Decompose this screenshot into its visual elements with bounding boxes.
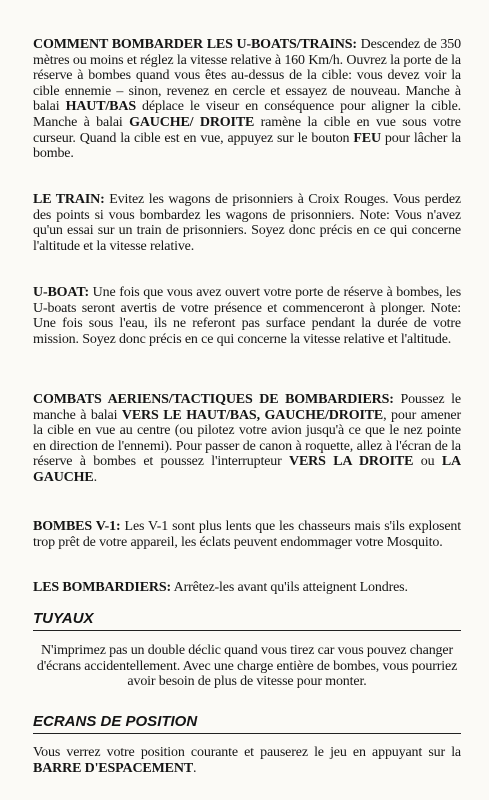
tuyaux-heading: TUYAUX (33, 610, 461, 631)
ecrans-text (33, 745, 461, 776)
body-text: Une fois que vous avez ouvert votre porte de réserve à bombes, les U-boats seront avertis de votre présence et commenceront à plonger. Note: Une fois sous l'eau, ils ne referont pas surface pendant la durée de votre mission. Soyez donc précis en ce qui concerne la vitesse relative et l'altitude. (33, 285, 461, 347)
body-text: ou (413, 454, 442, 470)
section-bombers (33, 580, 461, 596)
section-heading: COMBATS AERIENS/TACTIQUES DE BOMBARDIERS: (33, 392, 394, 407)
section-heading: LES BOMBARDIERS: (33, 580, 172, 595)
body-text: . (93, 469, 97, 485)
bold-term: LA GAUCHE (33, 454, 461, 485)
body-text: déplace le viseur en conséquence pour aligner la cible. Manche à balai (33, 99, 461, 130)
bold-term: FEU (353, 130, 381, 146)
body-text: pour lâcher la bombe. (33, 130, 461, 162)
section-heading: LE TRAIN: (33, 192, 105, 207)
body-text: Vous verrez votre position courante et pauserez le jeu en appuyant sur la (33, 745, 461, 760)
section-train (33, 192, 461, 254)
body-text: ramène la cible en vue sous votre curseur. Quand la cible est en vue, appuyez sur le bouton (33, 114, 461, 146)
body-text: . (193, 760, 197, 776)
body-text: Evitez les wagons de prisonniers à Croix Rouges. Vous perdez des points si vous bombardez les wagons de prisonniers. Note: Vous n'avez qu'un essai sur un train de prisonniers. Soyez donc précis en ce qui concerne l'altitude et la vitesse relative. (33, 192, 461, 254)
section-air-combat (33, 392, 461, 486)
bold-term: HAUT/BAS (65, 99, 136, 115)
bold-term: GAUCHE/ DROITE (129, 114, 255, 130)
body-text: , pour amener la cible en vue au centre (ou pilotez votre avion jusqu'à ce que le nez pointe en direction de l'ennemi). Pour passer de canon à roquette, allez à l'écran de la réserve à bombes et poussez l'interrupteur (33, 407, 461, 470)
body-text: Descendez de 350 mètres ou moins et réglez la vitesse relative à 160 Km/h. Ouvrez la porte de la réserve à bombes quand vous êtes au-dessus de la cible: vous devez voir la cible ennemie – sinon, revenez en cercle et essayez de nouveau. Manche à balai (33, 37, 461, 115)
body-text: Arrêtez-les avant qu'ils atteignent Londres. (171, 580, 408, 595)
section-heading: COMMENT BOMBARDER LES U-BOATS/TRAINS: (33, 37, 357, 52)
section-heading: U-BOAT: (33, 285, 89, 300)
section-v1-bombs (33, 519, 461, 550)
body-text: Les V-1 sont plus lents que les chasseurs mais s'ils explosent trop prêt de votre appareil, les éclats peuvent endommager votre Mosquito. (33, 519, 461, 550)
bold-term: BARRE D'ESPACEMENT (33, 760, 194, 776)
bold-term: VERS LA DROITE (289, 454, 414, 470)
section-bombing (33, 37, 461, 162)
section-uboat (33, 285, 461, 347)
body-text: Poussez le manche à balai (33, 392, 461, 423)
ecrans-heading: ECRANS DE POSITION (33, 713, 461, 734)
tuyaux-text: N'imprimez pas un double déclic quand vous tirez car vous pouvez changer d'écrans accidentellement. Avec une charge entière de bombes, vous pourriez avoir besoin de plus de vitesse pour monter. (36, 643, 458, 690)
section-heading: BOMBES V-1: (33, 519, 121, 534)
bold-term: VERS LE HAUT/BAS, GAUCHE/DROITE (121, 407, 384, 423)
